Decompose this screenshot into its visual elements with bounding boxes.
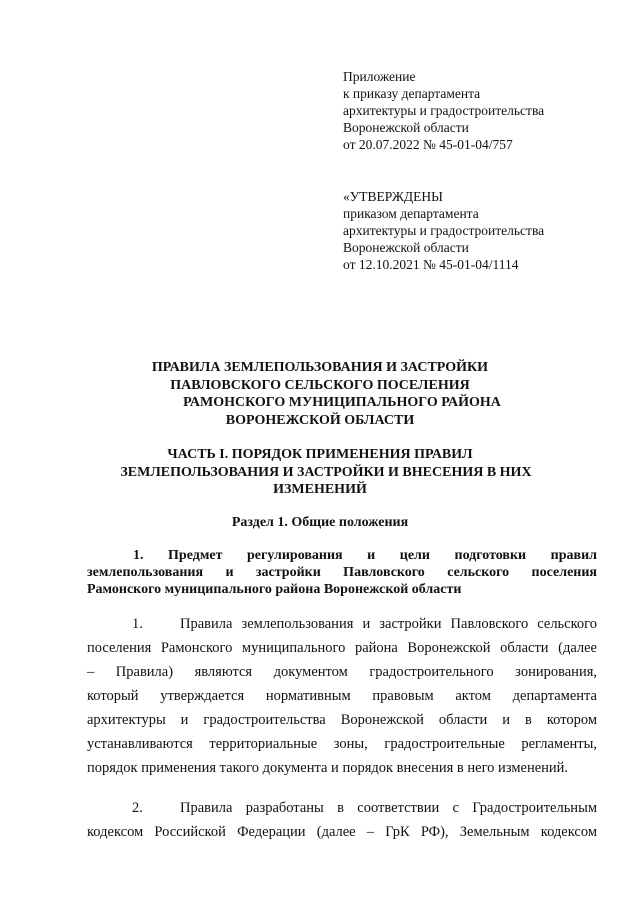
approval-line: приказом департамента: [343, 206, 479, 221]
paragraph-text: Правила землепользования и застройки Павловского сельского: [180, 616, 597, 632]
paragraph-number: 2.: [132, 800, 143, 816]
subject-heading: [87, 547, 597, 598]
paragraph-line: устанавливаются территориальные зоны, градостроительные регламенты,: [87, 736, 597, 752]
section-heading: Раздел 1. Общие положения: [231, 515, 409, 530]
paragraph-2: [87, 796, 597, 844]
approval-line: Воронежской области: [343, 240, 469, 255]
paragraph-line: [87, 796, 597, 820]
subject-heading-line: землепользования и застройки Павловского сельского поселения: [87, 565, 597, 580]
appendix-line: Приложение: [343, 69, 416, 84]
approval-line: «УТВЕРЖДЕНЫ: [343, 189, 443, 204]
paragraph-text: Правила разработаны в соответствии с Градостроительным: [180, 800, 597, 816]
paragraph-line: [87, 612, 597, 636]
paragraph-line: – Правила) являются документом градостроительного зонирования,: [87, 664, 597, 680]
appendix-line: к приказу департамента: [343, 86, 481, 101]
document-title: [0, 359, 640, 429]
part-title-line: ИЗМЕНЕНИЙ: [273, 482, 367, 497]
appendix-line: архитектуры и градостроительства: [343, 103, 545, 118]
part-title: [0, 446, 640, 499]
title-line: ПАВЛОВСКОГО СЕЛЬСКОГО ПОСЕЛЕНИЯ: [170, 377, 470, 393]
title-line: РАМОНСКОГО МУНИЦИПАЛЬНОГО РАЙОНА: [183, 395, 501, 410]
paragraph-line: который утверждается нормативным правовым актом департамента: [87, 688, 597, 704]
approval-line: от 12.10.2021 № 45-01-04/1114: [343, 257, 519, 272]
part-title-line: ЧАСТЬ I. ПОРЯДОК ПРИМЕНЕНИЯ ПРАВИЛ: [167, 447, 473, 462]
paragraph-line: поселения Рамонского муниципального района Воронежской области (далее: [87, 640, 597, 656]
subject-heading-line: 1. Предмет регулирования и цели подготовки правил: [133, 548, 597, 563]
appendix-line: Воронежской области: [343, 120, 469, 135]
appendix-note: [343, 68, 544, 153]
part-title-line: ЗЕМЛЕПОЛЬЗОВАНИЯ И ЗАСТРОЙКИ И ВНЕСЕНИЯ В НИХ: [120, 464, 532, 480]
title-line: ПРАВИЛА ЗЕМЛЕПОЛЬЗОВАНИЯ И ЗАСТРОЙКИ: [151, 360, 489, 375]
paragraph-1: [87, 612, 597, 780]
paragraph-line: порядок применения такого документа и порядок внесения в него изменений.: [87, 760, 569, 776]
appendix-line: от 20.07.2022 № 45-01-04/757: [343, 137, 513, 152]
approval-line: архитектуры и градостроительства: [343, 223, 545, 238]
paragraph-number: 1.: [132, 616, 143, 632]
paragraph-line: кодексом Российской Федерации (далее – ГрК РФ), Земельным кодексом: [87, 824, 597, 840]
approval-note: [343, 188, 544, 273]
subject-heading-line: Рамонского муниципального района Воронежской области: [87, 582, 462, 597]
title-line: ВОРОНЕЖСКОЙ ОБЛАСТИ: [225, 412, 415, 428]
paragraph-line: архитектуры и градостроительства Воронежской области и в котором: [87, 712, 597, 728]
